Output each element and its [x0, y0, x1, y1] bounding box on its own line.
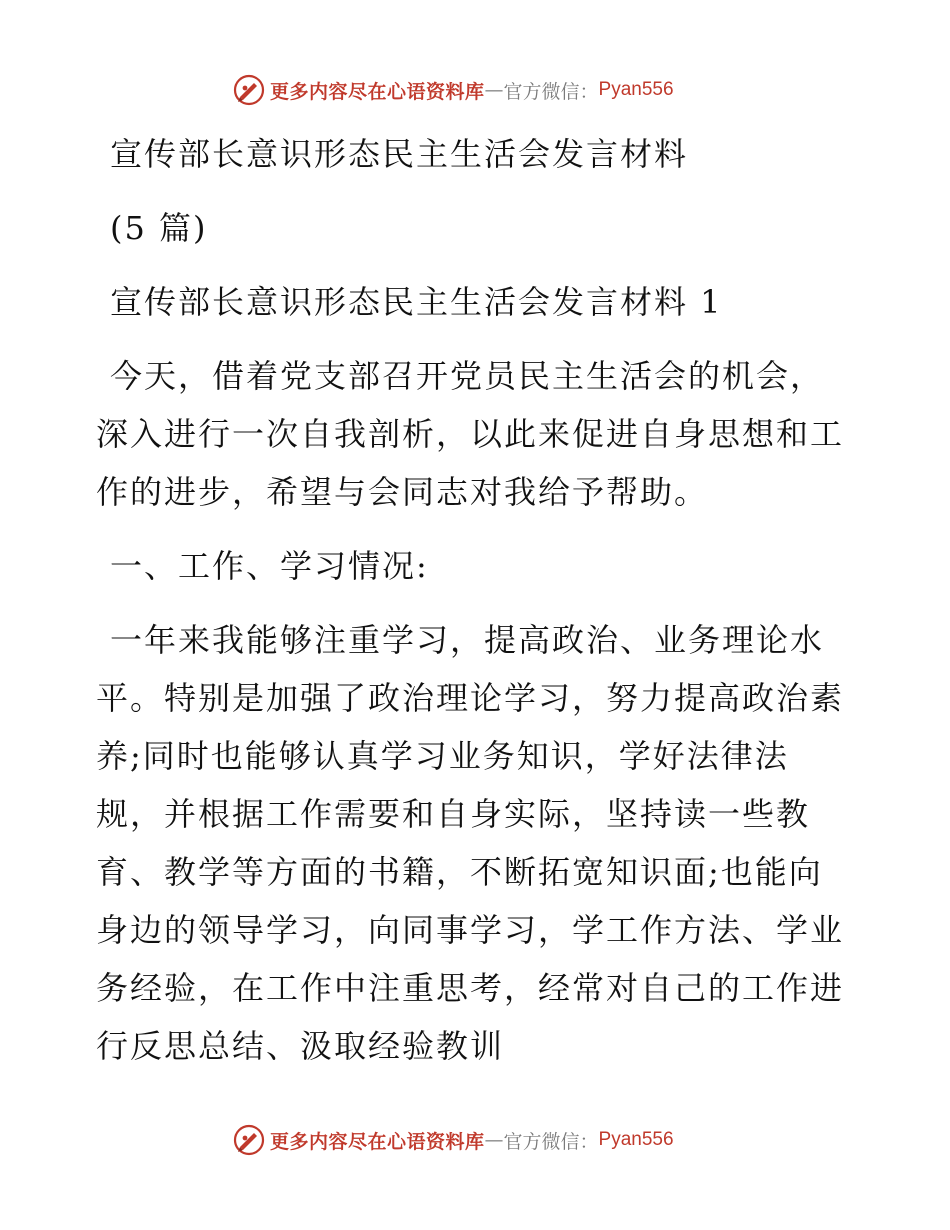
section-heading: 宣传部长意识形态民主生活会发言材料 1 — [110, 283, 723, 321]
brand-text: 更多内容尽在心语资料库 — [270, 80, 485, 103]
paragraph-line: 行反思总结、汲取经验教训 — [96, 1027, 505, 1065]
banner-separator: — — [484, 1129, 504, 1151]
paragraph-line: 一年来我能够注重学习，提高政治、业务理论水 — [110, 621, 825, 659]
pen-logo-icon — [232, 1123, 266, 1157]
wechat-id: Pyan556 — [598, 1129, 674, 1150]
paragraph-line: 规，并根据工作需要和自身实际，坚持读一些教 — [96, 795, 811, 833]
wechat-label: 官方微信： — [503, 1130, 599, 1153]
header-watermark-banner — [232, 72, 674, 108]
paragraph-line: 育、教学等方面的书籍，不断拓宽知识面;也能向 — [96, 853, 823, 891]
paragraph-line: 作的进步，希望与会同志对我给予帮助。 — [96, 473, 709, 511]
subheading: 一、工作、学习情况: — [110, 547, 429, 585]
paragraph-line: 务经验，在工作中注重思考，经常对自己的工作进 — [96, 969, 845, 1007]
paragraph-line: 今天，借着党支部召开党员民主生活会的机会， — [110, 357, 825, 395]
brand-text: 更多内容尽在心语资料库 — [270, 1130, 485, 1153]
wechat-id: Pyan556 — [598, 79, 674, 100]
document-title: 宣传部长意识形态民主生活会发言材料 — [110, 135, 689, 173]
body-paragraph — [96, 611, 856, 1075]
paragraph-line: 平。特别是加强了政治理论学习，努力提高政治素 — [96, 679, 845, 717]
paragraph-line: 养;同时也能够认真学习业务知识，学好法律法 — [96, 737, 789, 775]
paragraph-line: 深入进行一次自我剖析，以此来促进自身思想和工 — [96, 415, 845, 453]
banner-separator: — — [484, 79, 504, 101]
document-count: (5 篇) — [110, 209, 208, 247]
document-body — [96, 125, 856, 1075]
footer-watermark-banner — [232, 1122, 674, 1158]
paragraph-line: 身边的领导学习，向同事学习，学工作方法、学业 — [96, 911, 845, 949]
wechat-label: 官方微信： — [503, 80, 599, 103]
intro-paragraph — [96, 347, 856, 521]
pen-logo-icon — [232, 73, 266, 107]
